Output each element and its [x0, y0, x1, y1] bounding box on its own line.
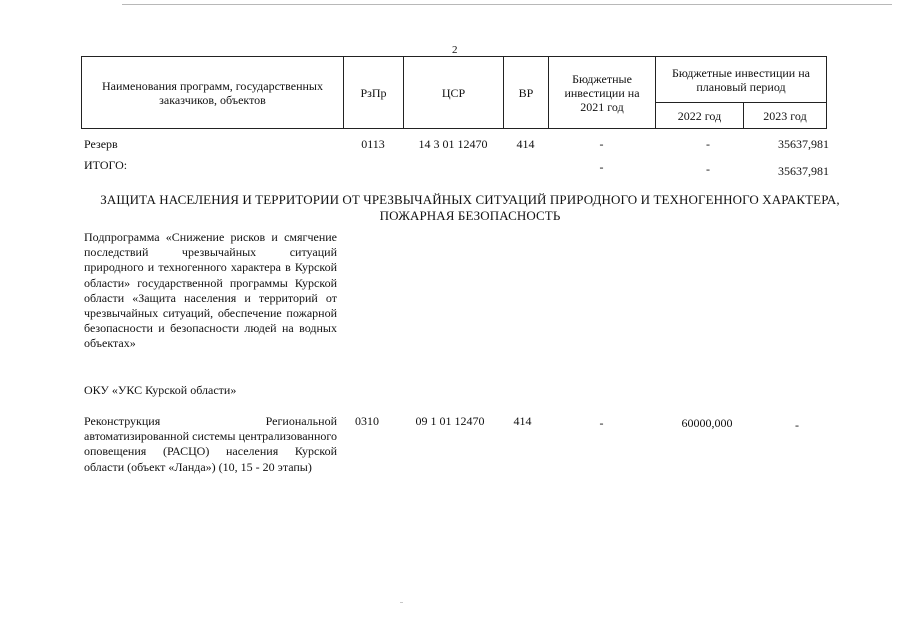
- scan-speck: [400, 602, 403, 603]
- total-row-2022: -: [706, 162, 710, 176]
- state-customer: ОКУ «УКС Курской области»: [84, 383, 237, 397]
- project-2021: -: [599, 416, 604, 430]
- header-name-column: Наименования программ, государственных заказчиков, объектов: [82, 57, 344, 129]
- header-csr-column: ЦСР: [404, 57, 504, 129]
- header-rzpr-column: РзПр: [344, 57, 404, 129]
- header-investments-2021: Бюджетные инвестиции на 2021 год: [549, 57, 656, 129]
- header-year-2022: 2022 год: [656, 103, 744, 129]
- header-planned-period: Бюджетные инвестиции на плановый период: [656, 57, 827, 103]
- reserve-row-2023: 35637,981: [778, 137, 829, 151]
- section-title: ЗАЩИТА НАСЕЛЕНИЯ И ТЕРРИТОРИИ ОТ ЧРЕЗВЫЧАЙНЫХ СИТУАЦИЙ ПРИРОДНОГО И ТЕХНОГЕННОГО ХАРАКТЕРА, ПОЖАРНАЯ БЕЗОПАСНОСТЬ: [100, 192, 840, 223]
- reserve-row-2021: -: [599, 137, 604, 151]
- total-row-2023: 35637,981: [778, 164, 829, 178]
- reserve-row-2022: -: [706, 137, 710, 151]
- total-row-name: ИТОГО:: [84, 158, 128, 172]
- top-border-line: [122, 4, 892, 5]
- project-vr: 414: [513, 414, 532, 428]
- total-row-2021: -: [599, 160, 604, 174]
- project-csr: 09 1 01 12470: [415, 414, 485, 428]
- reserve-row-rzpr: 0113: [361, 137, 385, 151]
- subprogram-description: Подпрограмма «Снижение рисков и смягчение последствий чрезвычайных ситуаций природного и техногенного характера в Курской области» государственной программы Курской области «Защита населения и территорий от чрезвычайных ситуаций, обеспечение пожарной безопасности и безопасности людей на водных объектах»: [84, 230, 337, 351]
- header-vr-column: ВР: [504, 57, 549, 129]
- project-2022: 60000,000: [681, 416, 733, 430]
- reserve-row-vr: 414: [516, 137, 535, 151]
- header-year-2023: 2023 год: [744, 103, 827, 129]
- reserve-row-name: Резерв: [84, 137, 118, 151]
- project-2023: -: [795, 418, 799, 432]
- table-header: [81, 56, 827, 129]
- project-name: Реконструкция Региональной автоматизированной системы централизованного оповещения (РАСЦО) населения Курской области (объект «Ланда») (10, 15 - 20 этапы): [84, 414, 337, 474]
- page-number: 2: [452, 44, 458, 56]
- reserve-row-csr: 14 3 01 12470: [418, 137, 488, 151]
- project-rzpr: 0310: [355, 414, 379, 428]
